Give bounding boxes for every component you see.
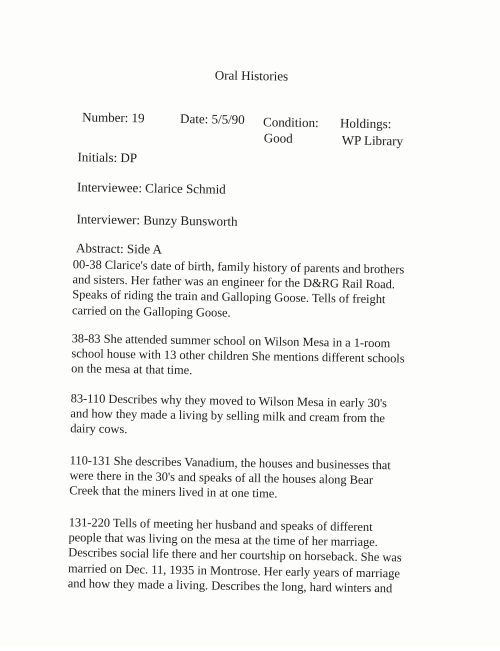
- condition-value: Good: [263, 130, 293, 146]
- paragraph-line: on the mesa at that time.: [71, 361, 193, 378]
- paragraph-line: dairy cows.: [70, 421, 128, 437]
- paragraph-line: and how they made a living. Describes the long, hard winters and: [67, 576, 393, 596]
- paragraph-line: 38-83 She attended summer school on Wilson Mesa in a 1-room: [71, 331, 391, 351]
- paragraph-line: and how they made a living by selling milk and cream from the: [70, 406, 386, 426]
- paragraph-line: school house with 13 other children She mentions different schools: [71, 346, 405, 366]
- initials: Initials: DP: [77, 149, 138, 166]
- paragraph-line: Describes social life there and her courtship on horseback. She was: [68, 545, 402, 565]
- paragraph-line: were there in the 30's and speaks of all the houses along Bear: [69, 468, 374, 488]
- paragraph-line: 110-131 She describes Vanadium, the houses and businesses that: [69, 453, 391, 473]
- interviewer: Interviewer: Bunzy Bunsworth: [76, 211, 238, 229]
- document-title: Oral Histories: [214, 67, 289, 84]
- abstract-paragraph-4: [69, 453, 410, 504]
- record-date: Date: 5/5/90: [180, 110, 245, 127]
- abstract-paragraph-3: [70, 391, 411, 442]
- paragraph-line: and sisters. Her father was an engineer for the D&RG Rail Road.: [72, 272, 396, 292]
- paragraph-line: people that was living on the mesa at the time of her marriage.: [68, 530, 378, 550]
- condition-label: Condition:: [262, 114, 319, 131]
- holdings-label: Holdings:: [339, 115, 392, 132]
- abstract-paragraph-5: [68, 515, 409, 596]
- abstract-paragraph-2: [71, 331, 412, 382]
- interviewee: Interviewee: Clarice Schmid: [76, 179, 226, 197]
- abstract-heading: Abstract: Side A: [75, 240, 163, 257]
- paragraph-line: 00-38 Clarice's date of birth, family history of parents and brothers: [72, 257, 405, 277]
- paragraph-line: 131-220 Tells of meeting her husband and speaks of different: [68, 515, 373, 534]
- paragraph-line: 83-110 Describes why they moved to Wilson Mesa in early 30's: [70, 391, 388, 411]
- holdings-value: WP Library: [341, 132, 404, 149]
- paragraph-line: Creek that the miners lived in at one time.: [69, 483, 278, 501]
- abstract-paragraph-1: [72, 257, 413, 323]
- record-number: Number: 19: [82, 109, 145, 126]
- paragraph-line: carried on the Galloping Goose.: [72, 302, 231, 320]
- paragraph-line: Speaks of riding the train and Galloping Goose. Tells of freight: [72, 287, 386, 307]
- paragraph-line: married on Dec. 11, 1935 in Montrose. Her early years of marriage: [67, 560, 401, 581]
